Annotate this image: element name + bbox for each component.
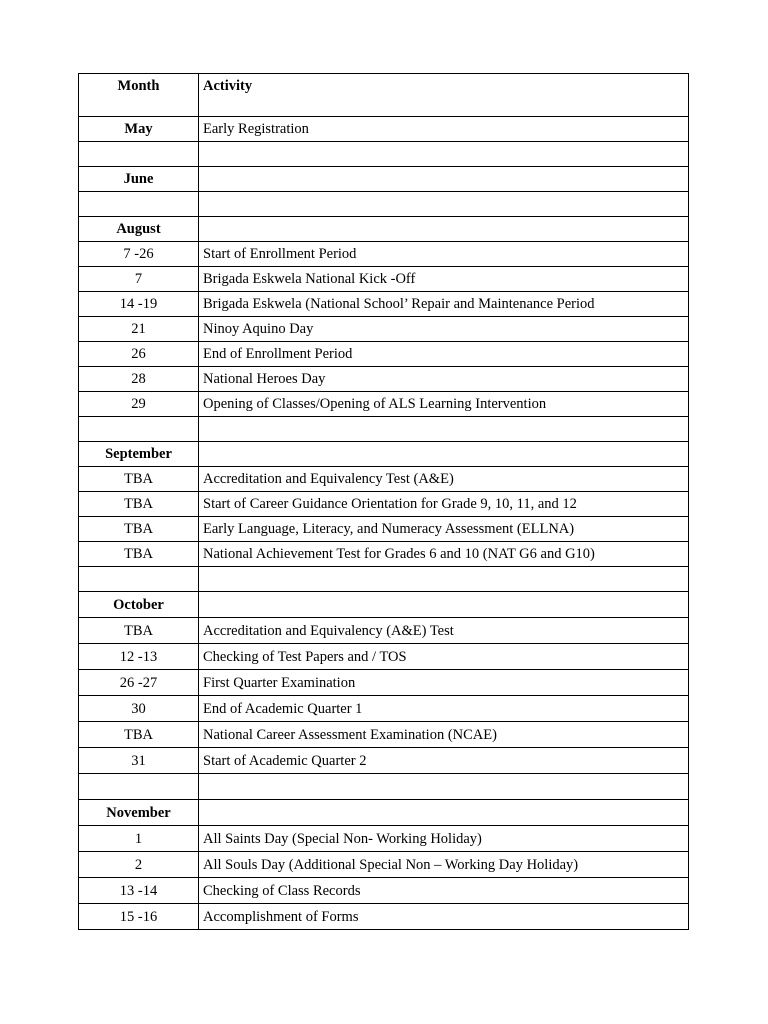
month-heading-row <box>79 800 689 826</box>
table-row <box>79 696 689 722</box>
table-row <box>79 367 689 392</box>
activity-cell: All Saints Day (Special Non- Working Holiday) <box>199 826 689 852</box>
date-cell: 13 -14 <box>79 878 199 904</box>
table-row <box>79 670 689 696</box>
table-row <box>79 242 689 267</box>
activity-cell <box>199 142 689 167</box>
activity-cell: End of Academic Quarter 1 <box>199 696 689 722</box>
month-heading-row <box>79 592 689 618</box>
date-cell: 29 <box>79 392 199 417</box>
date-cell: 15 -16 <box>79 904 199 930</box>
date-cell: 26 -27 <box>79 670 199 696</box>
table-row <box>79 467 689 492</box>
date-cell: 12 -13 <box>79 644 199 670</box>
month-heading-row <box>79 217 689 242</box>
activity-cell <box>199 442 689 467</box>
activity-cell: All Souls Day (Additional Special Non – Working Day Holiday) <box>199 852 689 878</box>
activity-cell: Checking of Test Papers and / TOS <box>199 644 689 670</box>
date-cell: 1 <box>79 826 199 852</box>
month-column-header: Month <box>79 74 199 117</box>
date-cell: 21 <box>79 317 199 342</box>
month-name-cell: June <box>79 167 199 192</box>
date-cell: TBA <box>79 467 199 492</box>
date-cell <box>79 774 199 800</box>
activity-cell: Checking of Class Records <box>199 878 689 904</box>
date-cell <box>79 417 199 442</box>
spacer-row <box>79 774 689 800</box>
activity-cell: Start of Career Guidance Orientation for Grade 9, 10, 11, and 12 <box>199 492 689 517</box>
activity-cell: National Achievement Test for Grades 6 and 10 (NAT G6 and G10) <box>199 542 689 567</box>
table-row <box>79 542 689 567</box>
table-row <box>79 852 689 878</box>
date-cell: 2 <box>79 852 199 878</box>
activity-cell: National Heroes Day <box>199 367 689 392</box>
table-row <box>79 317 689 342</box>
activity-cell <box>199 567 689 592</box>
table-row <box>79 517 689 542</box>
activity-cell <box>199 417 689 442</box>
activity-cell: First Quarter Examination <box>199 670 689 696</box>
table-row <box>79 342 689 367</box>
activity-column-header: Activity <box>199 74 689 117</box>
spacer-row <box>79 192 689 217</box>
date-cell: TBA <box>79 492 199 517</box>
spacer-row <box>79 567 689 592</box>
activity-cell: Start of Academic Quarter 2 <box>199 748 689 774</box>
month-name-cell: October <box>79 592 199 618</box>
table-header-row <box>79 74 689 117</box>
table-row <box>79 878 689 904</box>
activity-cell: Accreditation and Equivalency (A&E) Test <box>199 618 689 644</box>
table-row <box>79 748 689 774</box>
table-row <box>79 292 689 317</box>
activity-cell: Early Language, Literacy, and Numeracy Assessment (ELLNA) <box>199 517 689 542</box>
activity-cell: End of Enrollment Period <box>199 342 689 367</box>
date-cell <box>79 567 199 592</box>
spacer-row <box>79 417 689 442</box>
month-heading-row <box>79 117 689 142</box>
activity-cell <box>199 217 689 242</box>
table-row <box>79 904 689 930</box>
table-row <box>79 826 689 852</box>
month-name-cell: August <box>79 217 199 242</box>
activity-cell <box>199 167 689 192</box>
month-name-cell: September <box>79 442 199 467</box>
date-cell: 7 -26 <box>79 242 199 267</box>
date-cell: TBA <box>79 517 199 542</box>
activity-cell: Accomplishment of Forms <box>199 904 689 930</box>
table-row <box>79 267 689 292</box>
month-name-cell: November <box>79 800 199 826</box>
spacer-row <box>79 142 689 167</box>
date-cell: 26 <box>79 342 199 367</box>
school-calendar-table <box>78 73 689 930</box>
date-cell: 28 <box>79 367 199 392</box>
date-cell: 30 <box>79 696 199 722</box>
table-row <box>79 722 689 748</box>
date-cell: 31 <box>79 748 199 774</box>
activity-cell: Start of Enrollment Period <box>199 242 689 267</box>
activity-cell: National Career Assessment Examination (NCAE) <box>199 722 689 748</box>
activity-cell <box>199 592 689 618</box>
activity-cell: Early Registration <box>199 117 689 142</box>
activity-cell <box>199 774 689 800</box>
activity-cell: Ninoy Aquino Day <box>199 317 689 342</box>
activity-cell <box>199 800 689 826</box>
month-name-cell: May <box>79 117 199 142</box>
table-row <box>79 392 689 417</box>
table-row <box>79 644 689 670</box>
activity-cell: Accreditation and Equivalency Test (A&E) <box>199 467 689 492</box>
month-heading-row <box>79 442 689 467</box>
activity-cell: Opening of Classes/Opening of ALS Learning Intervention <box>199 392 689 417</box>
table-row <box>79 492 689 517</box>
date-cell: 7 <box>79 267 199 292</box>
date-cell: 14 -19 <box>79 292 199 317</box>
calendar-rows <box>79 117 689 930</box>
date-cell: TBA <box>79 722 199 748</box>
date-cell: TBA <box>79 542 199 567</box>
date-cell <box>79 142 199 167</box>
activity-cell: Brigada Eskwela (National School’ Repair and Maintenance Period <box>199 292 689 317</box>
activity-cell: Brigada Eskwela National Kick -Off <box>199 267 689 292</box>
table-row <box>79 618 689 644</box>
month-heading-row <box>79 167 689 192</box>
date-cell <box>79 192 199 217</box>
activity-cell <box>199 192 689 217</box>
date-cell: TBA <box>79 618 199 644</box>
